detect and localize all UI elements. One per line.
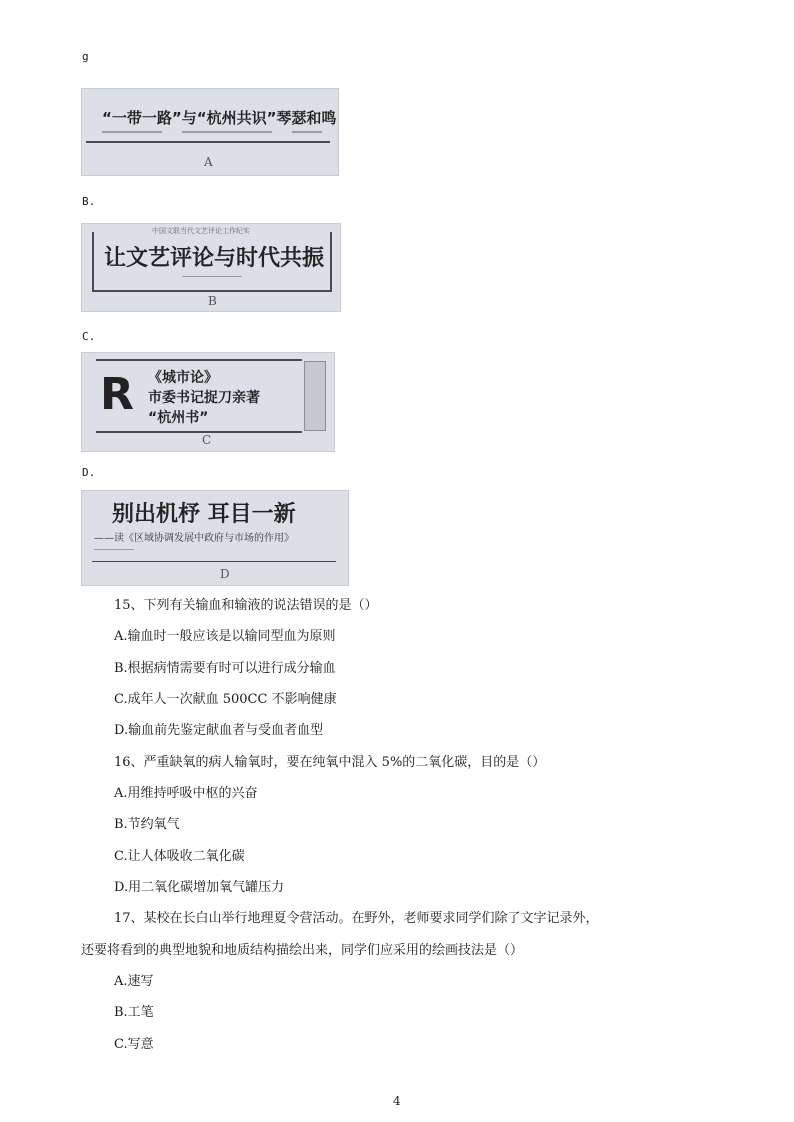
question-17-stem-line1: 17、某校在长白山举行地理夏令营活动。在野外，老师要求同学们除了文字记录外， [114,911,599,926]
question-17-stem-line2: 还要将看到的典型地貌和地质结构描绘出来，同学们应采用的绘画技法是（） [81,943,524,958]
question-15-choice-b: B.根据病情需要有时可以进行成分输血 [114,661,336,676]
page-number: 4 [393,1094,401,1108]
question-17-choice-b: B.工笔 [114,1005,154,1020]
clip-d-headline: 别出机杼 耳目一新 [112,501,296,527]
question-15-choice-c: C.成年人一次献血 500CC 不影响健康 [114,692,337,707]
clip-c-big-letter: R [100,369,134,420]
newspaper-clip-d [81,490,349,586]
question-15-choice-a: A.输血时一般应该是以输同型血为原则 [114,629,336,644]
question-15-choice-d: D.输血前先鉴定献血者与受血者血型 [114,723,324,738]
option-b-label: B. [82,195,96,208]
stray-mark: g [82,50,89,63]
clip-c-line3: “杭州书” [148,410,209,426]
clip-c-side-box [304,361,326,431]
question-16-stem: 16、严重缺氧的病人输氧时，要在纯氧中混入 5%的二氧化碳，目的是（） [114,755,546,770]
newspaper-clip-c [81,352,335,452]
question-17-choice-a: A.速写 [114,974,154,989]
clip-b-caption: B [208,294,217,308]
question-16-choice-c: C.让人体吸收二氧化碳 [114,849,245,864]
option-d-label: D. [82,466,96,479]
question-16-choice-d: D.用二氧化碳增加氧气罐压力 [114,880,285,895]
clip-d-caption: D [220,567,230,581]
question-16-choice-b: B.节约氧气 [114,817,180,832]
question-16-choice-a: A.用维持呼吸中枢的兴奋 [114,786,258,801]
clip-b-top-note: 中国文联当代文艺评论工作纪实 [152,227,250,235]
clip-c-line2: 市委书记捉刀亲著 [148,390,260,406]
newspaper-clip-b [81,223,341,312]
question-17-choice-c: C.写意 [114,1037,154,1052]
clip-d-subline: ——读《区域协调发展中政府与市场的作用》 [94,533,294,544]
clip-b-headline: 让文艺评论与时代共振 [104,246,325,271]
newspaper-clip-a [81,88,339,176]
question-15-stem: 15、下列有关输血和输液的说法错误的是（） [114,598,378,613]
clip-a-caption: A [204,155,213,169]
clip-a-headline: “一带一路”与“杭州共识”琴瑟和鸣 [102,109,337,127]
clip-c-line1: 《城市论》 [148,370,218,386]
clip-c-caption: C [202,433,212,447]
option-c-label: C. [82,330,96,343]
